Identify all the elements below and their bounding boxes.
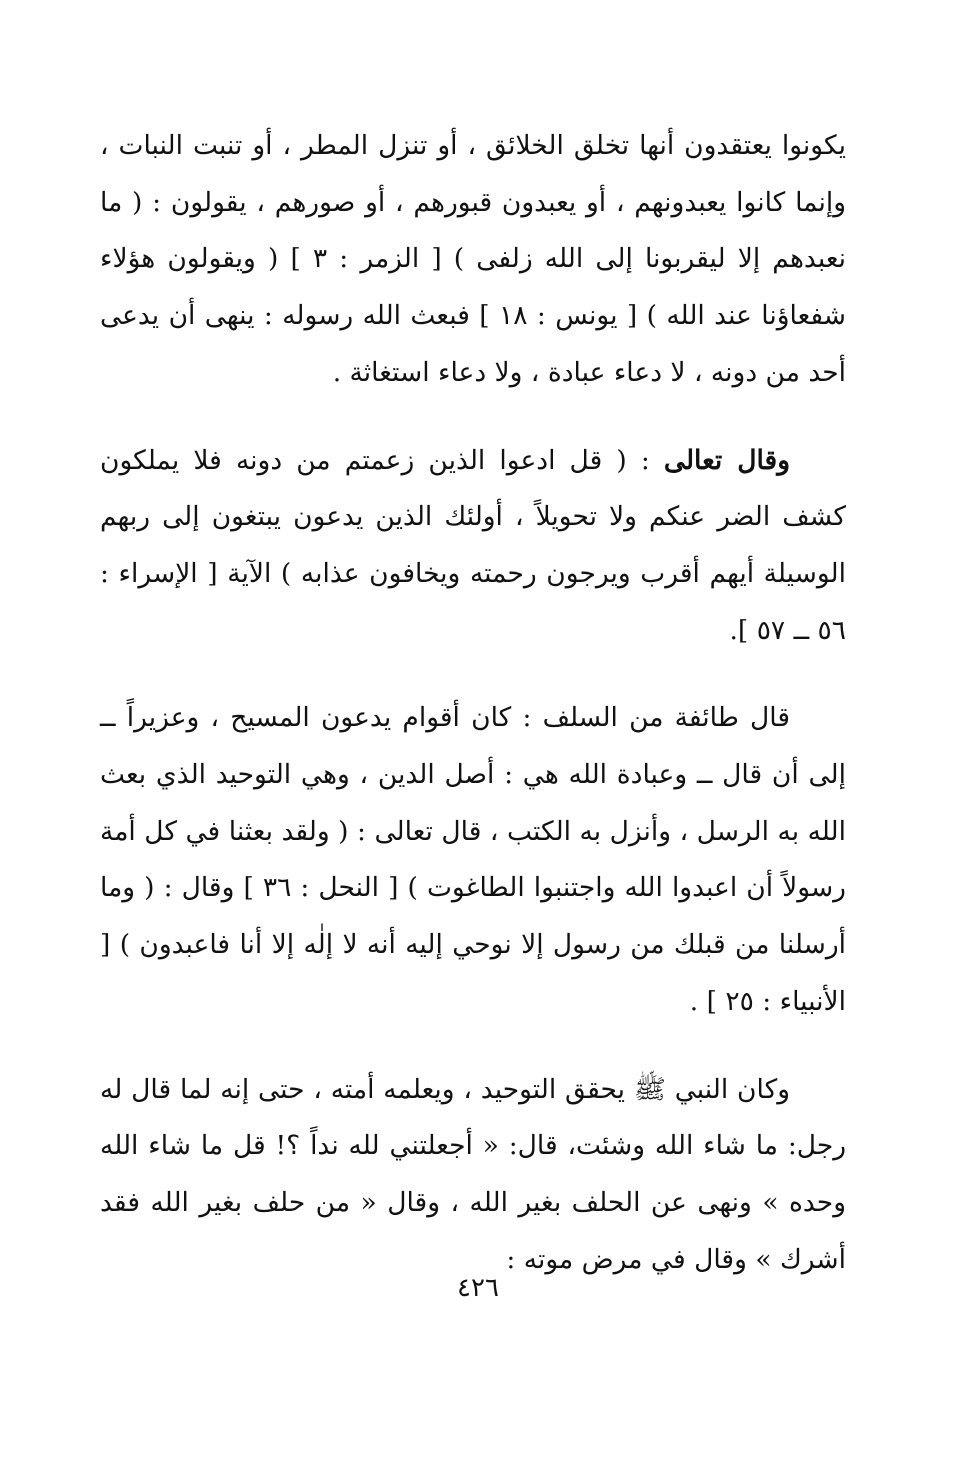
paragraph-3 xyxy=(100,690,846,1030)
paragraph-1-text: يكونوا يعتقدون أنها تخلق الخلائق ، أو تنزل المطر ، أو تنبت النبات ، وإنما كانوا يعبدونهم ، أو يعبدون قبورهم ، أو صورهم ، يقولون : ( ما نعبدهم إلا ليقربونا إلى الله زلفى ) [ الزمر : ٣ ] ( ويقولون هؤلاء شفعاؤنا عند الله ) [ يونس : ١٨ ] فبعث الله رسوله : ينهى أن يدعى أحد من دونه ، لا دعاء عبادة ، ولا دعاء استغاثة . xyxy=(100,130,846,388)
paragraph-2-text: : ( قل ادعوا الذين زعمتم من دونه فلا يملكون كشف الضر عنكم ولا تحويلاً ، أولئك الذين يدعون يبتغون إلى ربهم الوسيلة أيهم أقرب ويرجون رحمته ويخافون عذابه ) الآية [ الإسراء : ٥٦ ــ ٥٧ ]. xyxy=(100,444,846,646)
paragraph-4 xyxy=(100,1062,846,1289)
paragraph-3-text: قال طائفة من السلف : كان أقوام يدعون المسيح ، وعزيراً ــ إلى أن قال ــ وعبادة الله هي : أصل الدين ، وهي التوحيد الذي بعث الله به الرسل ، وأنزل به الكتب ، قال تعالى : ( ولقد بعثنا في كل أمة رسولاً أن اعبدوا الله واجتنبوا الطاغوت ) [ النحل : ٣٦ ] وقال : ( وما أرسلنا من قبلك من رسول إلا نوحي إليه أنه لا إلٰه إلا أنا فاعبدون ) [ الأنبياء : ٢٥ ] . xyxy=(100,702,846,1017)
paragraph-2 xyxy=(100,433,846,660)
paragraph-2-lead: وقال تعالى xyxy=(663,444,790,476)
page-number: ٤٢٦ xyxy=(457,1273,499,1303)
paragraph-1 xyxy=(100,118,846,402)
main-text xyxy=(100,118,846,1319)
paragraph-4-text: وكان النبي ﷺ يحقق التوحيد ، ويعلمه أمته ، حتى إنه لما قال له رجل: ما شاء الله وشئت، قال: « أجعلتني لله نداً ؟! قل ما شاء الله وحده » ونهى عن الحلف بغير الله ، وقال « من حلف بغير الله فقد أشرك » وقال في مرض موته : xyxy=(100,1073,846,1275)
